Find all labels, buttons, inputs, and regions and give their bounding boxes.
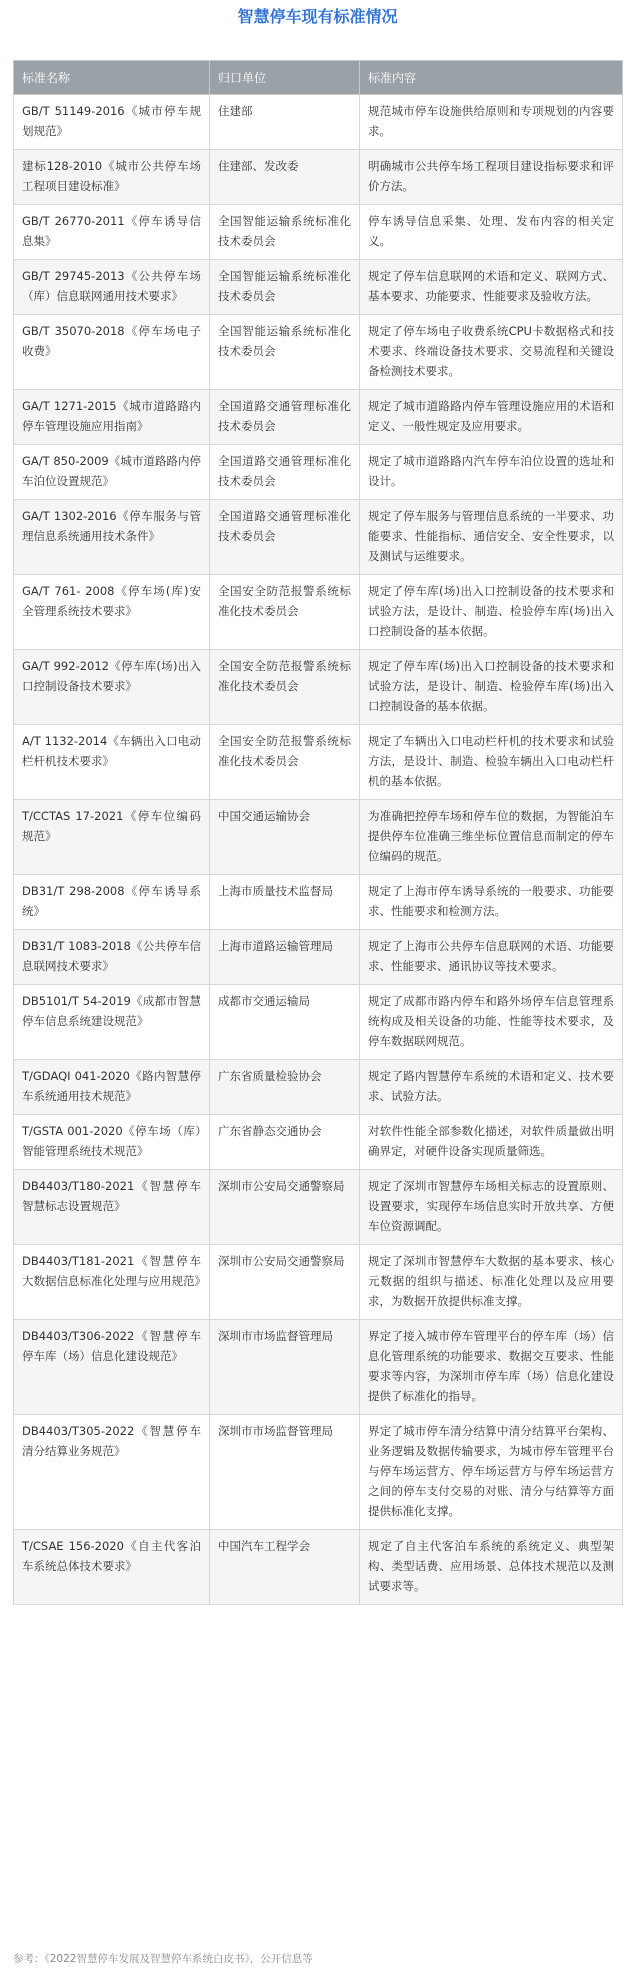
table-row	[14, 1530, 623, 1605]
table-row	[14, 930, 623, 985]
cell-responsible-unit: 全国道路交通管理标准化技术委员会	[210, 390, 360, 445]
cell-standard-content: 规定了路内智慧停车系统的术语和定义、技术要求、试验方法。	[360, 1060, 623, 1115]
table-header-row	[14, 61, 623, 95]
cell-standard-name: T/GSTA 001-2020《停车场（库）智能管理系统技术规范》	[14, 1115, 210, 1170]
table-row	[14, 1170, 623, 1245]
cell-standard-content: 规定了深圳市智慧停车场相关标志的设置原则、设置要求，实现停车场信息实时开放共享、方便车位资源调配。	[360, 1170, 623, 1245]
cell-standard-name: DB31/T 1083-2018《公共停车信息联网技术要求》	[14, 930, 210, 985]
cell-standard-name: A/T 1132-2014《车辆出入口电动栏杆机技术要求》	[14, 725, 210, 800]
table-row	[14, 260, 623, 315]
table-row	[14, 315, 623, 390]
cell-responsible-unit: 广东省质量检验协会	[210, 1060, 360, 1115]
cell-responsible-unit: 深圳市市场监督管理局	[210, 1415, 360, 1530]
cell-responsible-unit: 深圳市公安局交通警察局	[210, 1170, 360, 1245]
cell-standard-name: GB/T 51149-2016《城市停车规划规范》	[14, 95, 210, 150]
cell-standard-name: GA/T 850-2009《城市道路路内停车泊位设置规范》	[14, 445, 210, 500]
cell-standard-content: 界定了接入城市停车管理平台的停车库（场）信息化管理系统的功能要求、数据交互要求、性能要求等内容，为深圳市停车库（场）信息化建设提供了标准化的指导。	[360, 1320, 623, 1415]
cell-standard-name: GB/T 26770-2011《停车诱导信息集》	[14, 205, 210, 260]
header-standard-content: 标准内容	[360, 61, 623, 95]
cell-standard-name: GB/T 29745-2013《公共停车场（库）信息联网通用技术要求》	[14, 260, 210, 315]
cell-standard-name: GA/T 992-2012《停车库(场)出入口控制设备技术要求》	[14, 650, 210, 725]
cell-standard-name: GA/T 761- 2008《停车场(库)安全管理系统技术要求》	[14, 575, 210, 650]
cell-standard-content: 规范城市停车设施供给原则和专项规划的内容要求。	[360, 95, 623, 150]
cell-standard-content: 停车诱导信息采集、处理、发布内容的相关定义。	[360, 205, 623, 260]
cell-responsible-unit: 全国智能运输系统标准化技术委员会	[210, 315, 360, 390]
cell-standard-name: DB31/T 298-2008《停车诱导系统》	[14, 875, 210, 930]
cell-standard-name: DB5101/T 54-2019《成都市智慧停车信息系统建设规范》	[14, 985, 210, 1060]
cell-responsible-unit: 深圳市市场监督管理局	[210, 1320, 360, 1415]
cell-responsible-unit: 上海市道路运输管理局	[210, 930, 360, 985]
cell-standard-content: 规定了深圳市智慧停车大数据的基本要求、核心元数据的组织与描述、标准化处理以及应用要求，为数据开放提供标准支撑。	[360, 1245, 623, 1320]
cell-standard-name: T/GDAQI 041-2020《路内智慧停车系统通用技术规范》	[14, 1060, 210, 1115]
table-row	[14, 1245, 623, 1320]
cell-responsible-unit: 全国道路交通管理标准化技术委员会	[210, 445, 360, 500]
cell-standard-content: 规定了上海市停车诱导系统的一般要求、功能要求、性能要求和检测方法。	[360, 875, 623, 930]
cell-standard-content: 规定了车辆出入口电动栏杆机的技术要求和试验方法，是设计、制造、检验车辆出入口电动栏杆机的基本依据。	[360, 725, 623, 800]
cell-responsible-unit: 全国智能运输系统标准化技术委员会	[210, 205, 360, 260]
table-row	[14, 1320, 623, 1415]
source-note: 参考：《2022智慧停车发展及智慧停车系统白皮书》，公开信息等	[13, 1953, 313, 1965]
cell-standard-content: 规定了成都市路内停车和路外场停车信息管理系统构成及相关设备的功能、性能等技术要求，及停车数据联网规范。	[360, 985, 623, 1060]
table-row	[14, 800, 623, 875]
table-row	[14, 875, 623, 930]
table-row	[14, 1415, 623, 1530]
cell-responsible-unit: 成都市交通运输局	[210, 985, 360, 1060]
cell-standard-content: 规定了停车场电子收费系统CPU卡数据格式和技术要求、终端设备技术要求、交易流程和关键设备检测技术要求。	[360, 315, 623, 390]
cell-standard-content: 规定了城市道路路内汽车停车泊位设置的选址和设计。	[360, 445, 623, 500]
cell-standard-name: GA/T 1302-2016《停车服务与管理信息系统通用技术条件》	[14, 500, 210, 575]
page-title: 智慧停车现有标准情况	[237, 7, 398, 26]
cell-standard-name: DB4403/T306-2022《智慧停车 停车库（场）信息化建设规范》	[14, 1320, 210, 1415]
table-row	[14, 650, 623, 725]
table-row	[14, 150, 623, 205]
cell-standard-content: 规定了自主代客泊车系统的系统定义、典型架构、类型话费、应用场景、总体技术规范以及测试要求等。	[360, 1530, 623, 1605]
cell-responsible-unit: 全国智能运输系统标准化技术委员会	[210, 260, 360, 315]
table-row	[14, 500, 623, 575]
cell-standard-content: 规定了停车库(场)出入口控制设备的技术要求和试验方法，是设计、制造、检验停车库(场)出入口控制设备的基本依据。	[360, 575, 623, 650]
standards-table	[13, 60, 623, 1605]
header-standard-name: 标准名称	[14, 61, 210, 95]
cell-standard-content: 界定了城市停车清分结算中清分结算平台架构、业务逻辑及数据传输要求，为城市停车管理平台与停车场运营方、停车场运营方与停车场运营方之间的停车支付交易的对账、清分与结算等方面提供标准化支撑。	[360, 1415, 623, 1530]
table-body	[14, 95, 623, 1605]
cell-standard-content: 为准确把控停车场和停车位的数据，为智能泊车提供停车位准确三维坐标位置信息而制定的停车位编码的规范。	[360, 800, 623, 875]
cell-standard-name: GB/T 35070-2018《停车场电子收费》	[14, 315, 210, 390]
table-row	[14, 1060, 623, 1115]
cell-responsible-unit: 全国安全防范报警系统标准化技术委员会	[210, 725, 360, 800]
cell-responsible-unit: 住建部	[210, 95, 360, 150]
cell-responsible-unit: 全国道路交通管理标准化技术委员会	[210, 500, 360, 575]
table-row	[14, 985, 623, 1060]
cell-standard-name: DB4403/T180-2021《智慧停车智慧标志设置规范》	[14, 1170, 210, 1245]
cell-responsible-unit: 中国交通运输协会	[210, 800, 360, 875]
cell-standard-name: T/CCTAS 17-2021《停车位编码规范》	[14, 800, 210, 875]
table-row	[14, 575, 623, 650]
table-row	[14, 1115, 623, 1170]
cell-responsible-unit: 上海市质量技术监督局	[210, 875, 360, 930]
header-responsible-unit: 归口单位	[210, 61, 360, 95]
cell-responsible-unit: 全国安全防范报警系统标准化技术委员会	[210, 575, 360, 650]
cell-responsible-unit: 深圳市公安局交通警察局	[210, 1245, 360, 1320]
table-row	[14, 95, 623, 150]
cell-standard-content: 规定了上海市公共停车信息联网的术语、功能要求、性能要求、通讯协议等技术要求。	[360, 930, 623, 985]
table-row	[14, 390, 623, 445]
cell-responsible-unit: 住建部、发改委	[210, 150, 360, 205]
cell-standard-name: DB4403/T181-2021《智慧停车大数据信息标准化处理与应用规范》	[14, 1245, 210, 1320]
cell-responsible-unit: 中国汽车工程学会	[210, 1530, 360, 1605]
cell-standard-name: 建标128-2010《城市公共停车场工程项目建设标准》	[14, 150, 210, 205]
cell-standard-content: 规定了停车信息联网的术语和定义、联网方式、基本要求、功能要求、性能要求及验收方法。	[360, 260, 623, 315]
cell-standard-name: GA/T 1271-2015《城市道路路内停车管理设施应用指南》	[14, 390, 210, 445]
table-row	[14, 725, 623, 800]
table-row	[14, 205, 623, 260]
cell-standard-content: 明确城市公共停车场工程项目建设指标要求和评价方法。	[360, 150, 623, 205]
cell-responsible-unit: 广东省静态交通协会	[210, 1115, 360, 1170]
cell-standard-name: DB4403/T305-2022《智慧停车 清分结算业务规范》	[14, 1415, 210, 1530]
cell-standard-content: 规定了停车库(场)出入口控制设备的技术要求和试验方法，是设计、制造、检验停车库(场)出入口控制设备的基本依据。	[360, 650, 623, 725]
cell-responsible-unit: 全国安全防范报警系统标准化技术委员会	[210, 650, 360, 725]
cell-standard-content: 对软件性能全部参数化描述，对软件质量做出明确界定，对硬件设备实现质量筛选。	[360, 1115, 623, 1170]
cell-standard-content: 规定了停车服务与管理信息系统的一半要求、功能要求、性能指标、通信安全、安全性要求，以及测试与运维要求。	[360, 500, 623, 575]
cell-standard-name: T/CSAE 156-2020《自主代客泊车系统总体技术要求》	[14, 1530, 210, 1605]
table-row	[14, 445, 623, 500]
cell-standard-content: 规定了城市道路路内停车管理设施应用的术语和定义、一般性规定及应用要求。	[360, 390, 623, 445]
